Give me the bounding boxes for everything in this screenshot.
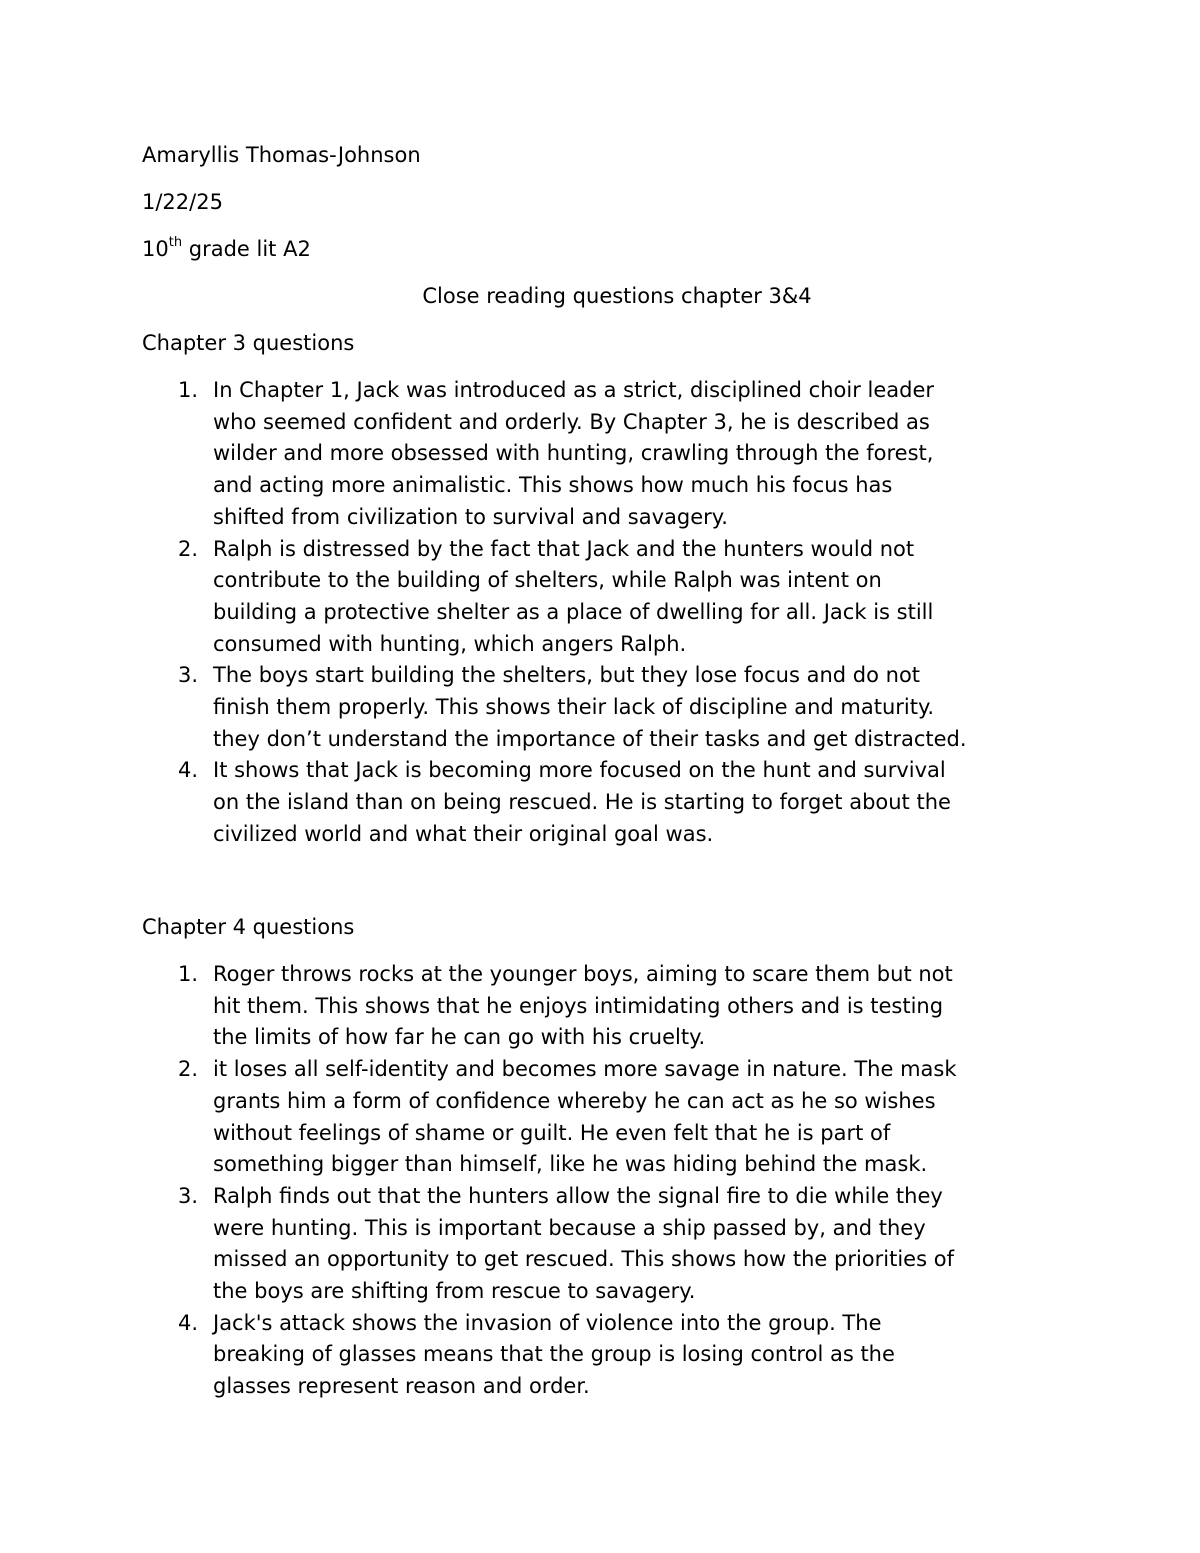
answer-line: civilized world and what their original goal was. — [213, 821, 714, 846]
chapter3-answer-1 — [142, 375, 1072, 534]
answer-line: glasses represent reason and order. — [213, 1374, 590, 1399]
answer-line: wilder and more obsessed with hunting, crawling through the forest, — [213, 441, 934, 466]
answer-line: shifted from civilization to survival and savagery. — [213, 504, 728, 529]
answer-line: without feelings of shame or guilt. He even felt that he is part of — [213, 1120, 891, 1145]
answer-line: it loses all self-identity and becomes more savage in nature. The mask — [213, 1057, 957, 1082]
chapter3-heading: Chapter 3 questions — [142, 331, 355, 355]
answer-line: hit them. This shows that he enjoys intimidating others and is testing — [213, 993, 944, 1018]
answer-line: were hunting. This is important because a ship passed by, and they — [213, 1215, 926, 1240]
answer-line: who seemed confident and orderly. By Chapter 3, he is described as — [213, 409, 930, 434]
answer-line: breaking of glasses means that the group is losing control as the — [213, 1342, 895, 1367]
answer-line: building a protective shelter as a place of dwelling for all. Jack is still — [213, 599, 934, 624]
grade-suffix: th — [168, 235, 183, 250]
chapter4-answer-1 — [142, 959, 1072, 1054]
grade-line — [142, 234, 311, 266]
answer-line: something bigger than himself, like he was hiding behind the mask. — [213, 1152, 928, 1177]
answer-number: 2. — [178, 1057, 199, 1082]
chapter3-answer-3 — [142, 660, 1072, 755]
answer-line: the boys are shifting from rescue to savagery. — [213, 1279, 696, 1304]
answer-number: 3. — [178, 1183, 199, 1208]
chapter3-answer-2 — [142, 534, 1072, 661]
answer-line: Jack's attack shows the invasion of violence into the group. The — [213, 1310, 882, 1335]
answer-number: 1. — [178, 962, 199, 986]
document-date: 1/22/25 — [142, 190, 223, 214]
answer-line: Ralph is distressed by the fact that Jack and the hunters would not — [213, 536, 915, 561]
answer-line: finish them properly. This shows their lack of discipline and maturity. — [213, 695, 935, 720]
student-name: Amaryllis Thomas-Johnson — [142, 143, 421, 167]
answer-line: grants him a form of confidence whereby he can act as he so wishes — [213, 1088, 936, 1113]
answer-number: 2. — [178, 536, 199, 561]
chapter4-answer-3 — [142, 1181, 1072, 1308]
answer-number: 1. — [178, 378, 199, 402]
answer-line: on the island than on being rescued. He is starting to forget about the — [213, 790, 951, 815]
chapter4-heading: Chapter 4 questions — [142, 915, 355, 939]
document-title: Close reading questions chapter 3&4 — [422, 284, 812, 308]
answer-line: Roger throws rocks at the younger boys, aiming to scare them but not — [213, 962, 953, 986]
answer-number: 4. — [178, 1310, 199, 1335]
chapter4-answers — [142, 959, 1072, 1403]
chapter4-answer-4 — [142, 1308, 1072, 1403]
answer-line: In Chapter 1, Jack was introduced as a strict, disciplined choir leader — [213, 378, 935, 402]
answer-line: Ralph finds out that the hunters allow the signal fire to die while they — [213, 1183, 943, 1208]
answer-number: 4. — [178, 758, 199, 783]
chapter3-answer-4 — [142, 755, 1072, 850]
answer-line: they don’t understand the importance of their tasks and get distracted. — [213, 726, 967, 751]
grade-number: 10 — [142, 237, 169, 261]
chapter4-answer-2 — [142, 1054, 1072, 1181]
answer-line: consumed with hunting, which angers Ralph. — [213, 631, 687, 656]
answer-line: the limits of how far he can go with his cruelty. — [213, 1025, 706, 1050]
answer-line: and acting more animalistic. This shows how much his focus has — [213, 473, 893, 498]
chapter3-answers — [142, 375, 1072, 851]
grade-class: grade lit A2 — [182, 237, 311, 261]
answer-line: missed an opportunity to get rescued. This shows how the priorities of — [213, 1247, 954, 1272]
answer-line: contribute to the building of shelters, while Ralph was intent on — [213, 568, 882, 593]
answer-number: 3. — [178, 663, 199, 688]
answer-line: The boys start building the shelters, but they lose focus and do not — [213, 663, 921, 688]
answer-line: It shows that Jack is becoming more focused on the hunt and survival — [213, 758, 946, 783]
